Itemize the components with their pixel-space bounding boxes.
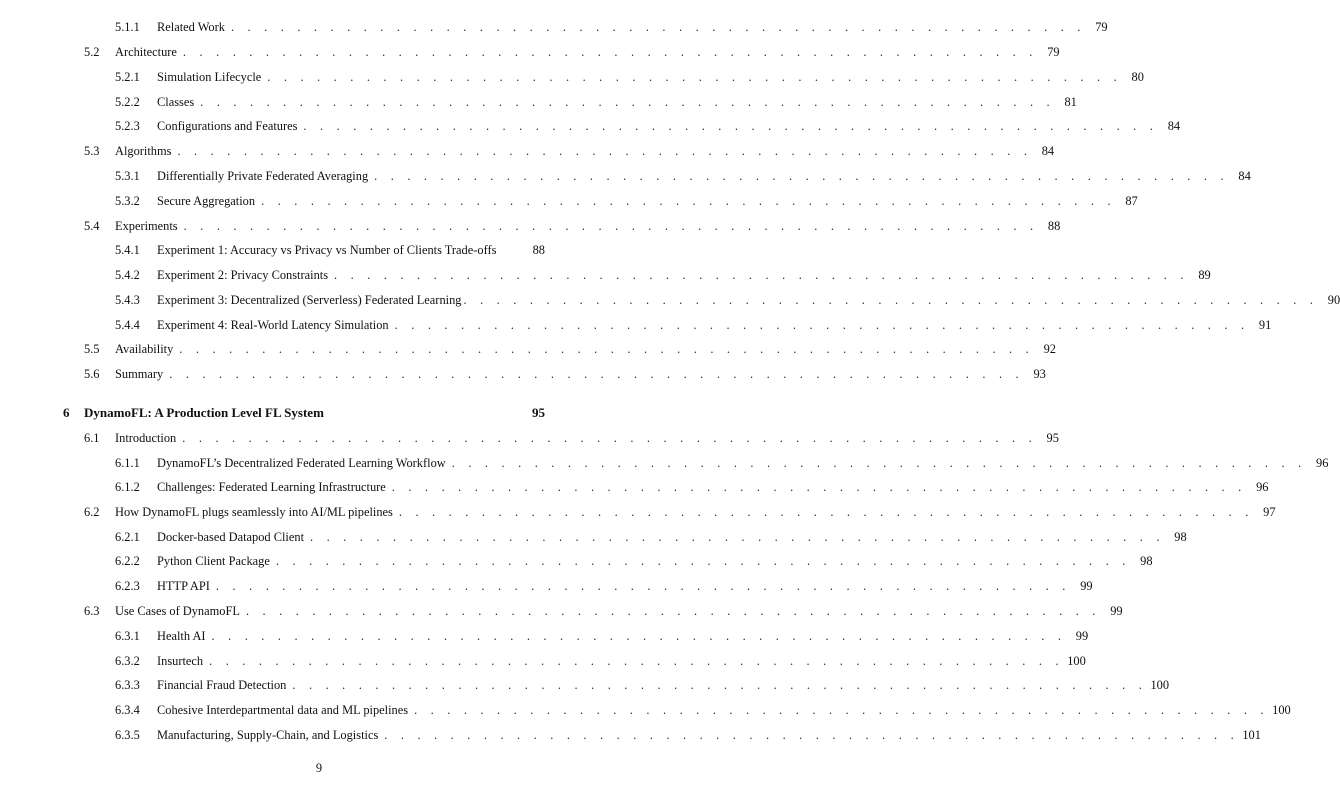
- dot-leader: . . . . . . . . . . . . . . . . . . . . . . . . . . . . . . . . . . . . . . . . . . . . . . . . . . . .: [211, 629, 1067, 643]
- toc-title: Manufacturing, Supply-Chain, and Logistics: [157, 728, 379, 742]
- toc-title: Algorithms: [115, 144, 172, 158]
- toc-number: 5.3: [84, 144, 100, 158]
- toc-title: Experiment 2: Privacy Constraints: [157, 268, 329, 282]
- toc-number: 5.4.2: [115, 268, 140, 282]
- toc-number: 6.3.2: [115, 654, 140, 668]
- toc-entry[interactable]: [115, 314, 1272, 336]
- toc-title: Summary: [115, 367, 164, 381]
- toc-number: 5.4.1: [115, 243, 140, 257]
- toc-page-number: 80: [1131, 70, 1144, 84]
- toc-page-number: 89: [1198, 268, 1211, 282]
- toc-number: 6.2: [84, 505, 100, 519]
- toc-number: 6.1.1: [115, 456, 140, 470]
- page-number: 9: [315, 761, 323, 775]
- toc-number: 6.2.3: [115, 579, 140, 593]
- toc-entry[interactable]: [115, 239, 545, 261]
- toc-page-number: 93: [1033, 367, 1046, 381]
- dot-leader: . . . . . . . . . . . . . . . . . . . . . . . . . . . . . . . . . . . . . . . . . . . . . . . . . . . .: [394, 318, 1250, 332]
- toc-entry[interactable]: [115, 264, 1211, 286]
- toc-page-number: 96: [1256, 480, 1269, 494]
- toc-entry[interactable]: [84, 140, 1055, 162]
- dot-leader: . . . . . . . . . . . . . . . . . . . . . . . . . . . . . . . . . . . . . . . . . . . . . . . . . . . .: [179, 342, 1034, 356]
- dot-leader: . . . . . . . . . . . . . . . . . . . . . . . . . . . . . . . . . . . . . . . . . . . . . . . . . . . .: [182, 45, 1038, 59]
- toc-title: Architecture: [115, 45, 177, 59]
- toc-entry[interactable]: [84, 427, 1059, 449]
- dot-leader: . . . . . . . . . . . . . . . . . . . . . . . . . . . . . . . . . . . . . . . . . . . . . . . . . . . .: [334, 268, 1189, 282]
- dot-leader: . . . . . . . . . . . . . . . . . . . . . . . . . . . . . . . . . . . . . . . . . . . . . . . . . . . .: [451, 456, 1307, 470]
- toc-entry[interactable]: [115, 16, 1108, 38]
- toc-number: 6.2.2: [115, 554, 140, 568]
- dot-leader: . . . . . . . . . . . . . . . . . . . . . . . . . . . . . . . . . . . . . . . . . . . . . . . . . . . .: [209, 654, 1064, 668]
- dot-leader: . . . . . . . . . . . . . . . . . . . . . . . . . . . . . . . . . . . . . . . . . . . . . . . . . . . .: [374, 169, 1229, 183]
- toc-number: 5.5: [84, 342, 100, 356]
- dot-leader: . . . . . . . . . . . . . . . . . . . . . . . . . . . . . . . . . . . . . . . . . . . . . . . . . . . .: [310, 530, 1165, 544]
- toc-page-number: 84: [1167, 119, 1181, 133]
- toc-entry[interactable]: [115, 724, 1261, 746]
- toc-page-number: 79: [1095, 20, 1108, 34]
- dot-leader: . . . . . . . . . . . . . . . . . . . . . . . . . . . . . . . . . . . . . . . . . . . . . . . . . . . .: [177, 144, 1033, 158]
- toc-page-number: 84: [1238, 169, 1251, 183]
- toc-title: Experiment 1: Accuracy vs Privacy vs Number of Clients Trade-offs: [157, 243, 497, 257]
- toc-entry[interactable]: [115, 289, 1340, 311]
- toc-title: Use Cases of DynamoFL: [115, 604, 240, 618]
- toc-entry[interactable]: [84, 215, 1061, 237]
- toc-page-number: 84: [1041, 144, 1055, 158]
- toc-title: Challenges: Federated Learning Infrastructure: [157, 480, 386, 494]
- toc-page-number: 91: [1258, 318, 1272, 332]
- toc-page-number: 87: [1125, 194, 1138, 208]
- toc-number: 6.3.3: [115, 678, 140, 692]
- dot-leader: . . . . . . . . . . . . . . . . . . . . . . . . . . . . . . . . . . . . . . . . . . . . . . . . . . . .: [384, 728, 1239, 742]
- toc-title: Experiment 3: Decentralized (Serverless) Federated Learning: [157, 293, 462, 307]
- dot-leader: . . . . . . . . . . . . . . . . . . . . . . . . . . . . . . . . . . . . . . . . . . . . . . . . . . . .: [267, 70, 1122, 84]
- toc-entry[interactable]: [115, 115, 1181, 137]
- dot-leader: . . . . . . . . . . . . . . . . . . . . . . . . . . . . . . . . . . . . . . . . . . . . . . . . . . . .: [398, 505, 1254, 519]
- toc-entry[interactable]: [84, 501, 1276, 523]
- toc-entry[interactable]: [115, 526, 1187, 548]
- toc-number: 5.6: [84, 367, 100, 381]
- toc-number: 5.2.1: [115, 70, 140, 84]
- toc-title: Financial Fraud Detection: [157, 678, 287, 692]
- toc-title: Availability: [115, 342, 174, 356]
- toc-page-number: 95: [532, 405, 545, 420]
- toc-page-number: 100: [1272, 703, 1291, 717]
- dot-leader: . . . . . . . . . . . . . . . . . . . . . . . . . . . . . . . . . . . . . . . . . . . . . . . . . . . .: [414, 703, 1269, 717]
- toc-title: DynamoFL: A Production Level FL System: [84, 405, 324, 420]
- toc-page-number: 100: [1150, 678, 1170, 692]
- dot-leader: . . . . . . . . . . . . . . . . . . . . . . . . . . . . . . . . . . . . . . . . . . . . . . . . . . . .: [230, 20, 1086, 34]
- toc-title: Configurations and Features: [157, 119, 298, 133]
- dot-leader: . . . . . . . . . . . . . . . . . . . . . . . . . . . . . . . . . . . . . . . . . . . . . . . . . . . .: [200, 95, 1055, 109]
- toc-entry[interactable]: [115, 674, 1170, 696]
- toc-title: HTTP API: [157, 579, 210, 593]
- toc-page-number: 79: [1047, 45, 1060, 59]
- dot-leader: . . . . . . . . . . . . . . . . . . . . . . . . . . . . . . . . . . . . . . . . . . . . . . . . . . . .: [215, 579, 1071, 593]
- toc-title: Experiments: [115, 219, 178, 233]
- toc-number: 5.3.2: [115, 194, 140, 208]
- toc-page-number: 98: [1140, 554, 1153, 568]
- toc-entry[interactable]: [84, 41, 1060, 63]
- toc-number: 5.4: [84, 219, 100, 233]
- toc-entry[interactable]: [115, 650, 1086, 672]
- toc-page-number: 97: [1263, 505, 1276, 519]
- dot-leader: . . . . . . . . . . . . . . . . . . . . . . . . . . . . . . . . . . . . . . . . . . . . . . . . . . . .: [261, 194, 1116, 208]
- toc-number: 5.2.3: [115, 119, 140, 133]
- toc-page-number: 99: [1075, 629, 1089, 643]
- toc-number: 5.4.3: [115, 293, 140, 307]
- toc-page-number: 99: [1080, 579, 1093, 593]
- dot-leader: . . . . . . . . . . . . . . . . . . . . . . . . . . . . . . . . . . . . . . . . . . . . . . . . . . . .: [292, 678, 1148, 692]
- toc-number: 6.3: [84, 604, 100, 618]
- toc-page-number: 95: [1046, 431, 1059, 445]
- toc-number: 6.3.4: [115, 703, 140, 717]
- toc-entry[interactable]: [115, 699, 1291, 721]
- toc-title: Introduction: [115, 431, 177, 445]
- toc-number: 6.1.2: [115, 480, 140, 494]
- dot-leader: . . . . . . . . . . . . . . . . . . . . . . . . . . . . . . . . . . . . . . . . . . . . . . . . . . . .: [169, 367, 1024, 381]
- toc-number: 6.1: [84, 431, 100, 445]
- toc-page-number: 101: [1242, 728, 1261, 742]
- toc-page-number: 99: [1110, 604, 1123, 618]
- toc-page-number: 96: [1316, 456, 1329, 470]
- toc-page-number: 81: [1064, 95, 1077, 109]
- toc-number: 6.3.1: [115, 629, 140, 643]
- toc-number: 5.1.1: [115, 20, 140, 34]
- toc-title: Differentially Private Federated Averaging: [157, 169, 369, 183]
- toc-number: 5.4.4: [115, 318, 140, 332]
- toc-page-number: 98: [1174, 530, 1187, 544]
- dot-leader: . . . . . . . . . . . . . . . . . . . . . . . . . . . . . . . . . . . . . . . . . . . . . . . . . . . .: [182, 431, 1037, 445]
- toc-entry[interactable]: [115, 190, 1138, 212]
- toc-entry[interactable]: [115, 625, 1089, 647]
- toc-number: 5.3.1: [115, 169, 140, 183]
- toc-number: 6.2.1: [115, 530, 140, 544]
- toc-entry[interactable]: [115, 476, 1269, 498]
- toc-title: Python Client Package: [157, 554, 270, 568]
- toc-title: Insurtech: [157, 654, 204, 668]
- toc-title: Experiment 4: Real-World Latency Simulation: [157, 318, 389, 332]
- dot-leader: . . . . . . . . . . . . . . . . . . . . . . . . . . . . . . . . . . . . . . . . . . . . . . . . . . . .: [303, 119, 1159, 133]
- dot-leader: . . . . . . . . . . . . . . . . . . . . . . . . . . . . . . . . . . . . . . . . . . . . . . . . . . . .: [275, 554, 1131, 568]
- dot-leader: . . . . . . . . . . . . . . . . . . . . . . . . . . . . . . . . . . . . . . . . . . . . . . . . . . . .: [183, 219, 1039, 233]
- toc-entry[interactable]: [115, 66, 1144, 88]
- toc-chapter-entry[interactable]: [63, 402, 545, 424]
- toc-entry[interactable]: [84, 363, 1046, 385]
- toc-entry[interactable]: [115, 165, 1251, 187]
- toc-number: 6.3.5: [115, 728, 140, 742]
- toc-page-number: 90: [1327, 293, 1340, 307]
- toc-page-number: 88: [1047, 219, 1061, 233]
- dot-leader: . . . . . . . . . . . . . . . . . . . . . . . . . . . . . . . . . . . . . . . . . . . . . . . . . . . .: [245, 604, 1101, 618]
- toc-entry[interactable]: [84, 600, 1123, 622]
- toc-page-number: 92: [1043, 342, 1056, 356]
- toc-number: 5.2: [84, 45, 100, 59]
- toc-title: Health AI: [157, 629, 206, 643]
- toc-number: 6: [63, 405, 70, 420]
- toc-title: Classes: [157, 95, 195, 109]
- toc-entry[interactable]: [115, 452, 1329, 474]
- toc-title: Docker-based Datapod Client: [157, 530, 305, 544]
- toc-entry[interactable]: [115, 550, 1153, 572]
- toc-title: Related Work: [157, 20, 225, 34]
- toc-entry[interactable]: [84, 338, 1056, 360]
- toc-title: Cohesive Interdepartmental data and ML pipelines: [157, 703, 409, 717]
- toc-title: DynamoFL’s Decentralized Federated Learning Workflow: [157, 456, 446, 470]
- toc-entry[interactable]: [115, 91, 1077, 113]
- dot-leader: . . . . . . . . . . . . . . . . . . . . . . . . . . . . . . . . . . . . . . . . . . . . . . . . . . . .: [463, 293, 1319, 307]
- toc-page-number: 88: [532, 243, 545, 257]
- toc-title: Secure Aggregation: [157, 194, 256, 208]
- toc-title: How DynamoFL plugs seamlessly into AI/ML pipelines: [115, 505, 393, 519]
- dot-leader: . . . . . . . . . . . . . . . . . . . . . . . . . . . . . . . . . . . . . . . . . . . . . . . . . . . .: [391, 480, 1247, 494]
- toc-page-number: 100: [1067, 654, 1086, 668]
- toc-entry[interactable]: [115, 575, 1093, 597]
- toc-title: Simulation Lifecycle: [157, 70, 262, 84]
- toc-number: 5.2.2: [115, 95, 140, 109]
